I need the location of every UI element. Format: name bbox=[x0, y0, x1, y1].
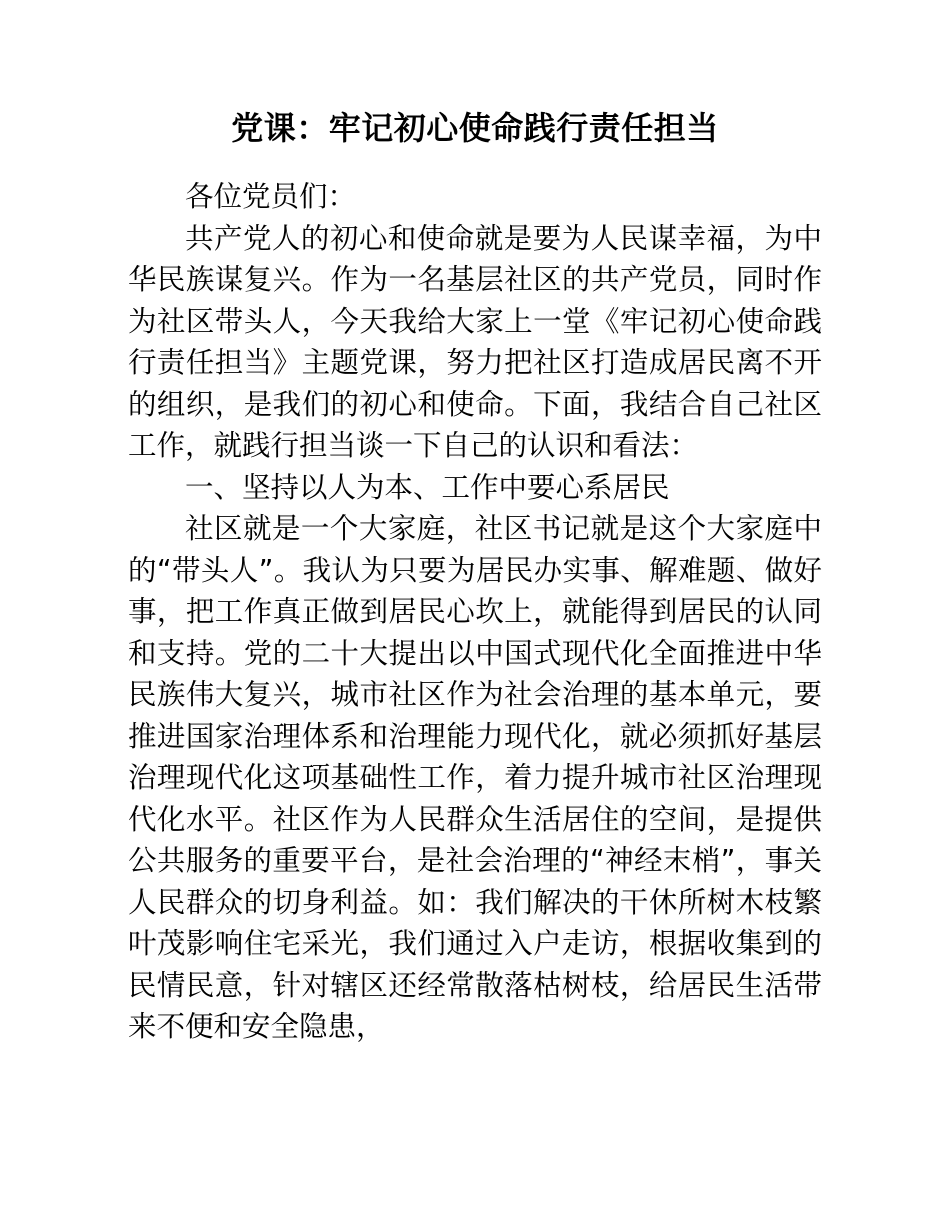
page-title: 党课：牢记初心使命践行责任担当 bbox=[231, 109, 719, 147]
body-paragraph-1: 共产党人的初心和使命就是要为人民谋幸福，为中华民族谋复兴。作为一名基层社区的共产党员，同时作为社区带头人，今天我给大家上一堂《牢记初心使命践行责任担当》主题党课，努力把社区打造成居民离不开的组织，是我们的初心和使命。下面，我结合自己社区工作，就践行担当谈一下自己的认识和看法： bbox=[128, 221, 822, 462]
document-content bbox=[128, 0, 822, 1048]
body-paragraph-2: 社区就是一个大家庭，社区书记就是这个大家庭中的“带头人”。我认为只要为居民办实事、解难题、做好事，把工作真正做到居民心坎上，就能得到居民的认同和支持。党的二十大提出以中国式现代化全面推进中华民族伟大复兴，城市社区作为社会治理的基本单元，要推进国家治理体系和治理能力现代化，就必须抓好基层治理现代化这项基础性工作，着力提升城市社区治理现代化水平。社区作为人民群众生活居住的空间，是提供公共服务的重要平台，是社会治理的“神经末梢”，事关人民群众的切身利益。如：我们解决的干休所树木枝繁叶茂影响住宅采光，我们通过入户走访，根据收集到的民情民意，针对辖区还经常散落枯树枝，给居民生活带来不便和安全隐患， bbox=[128, 512, 822, 1043]
section-heading-1: 一、坚持以人为本、工作中要心系居民 bbox=[185, 470, 670, 504]
salutation-paragraph: 各位党员们： bbox=[185, 180, 357, 213]
